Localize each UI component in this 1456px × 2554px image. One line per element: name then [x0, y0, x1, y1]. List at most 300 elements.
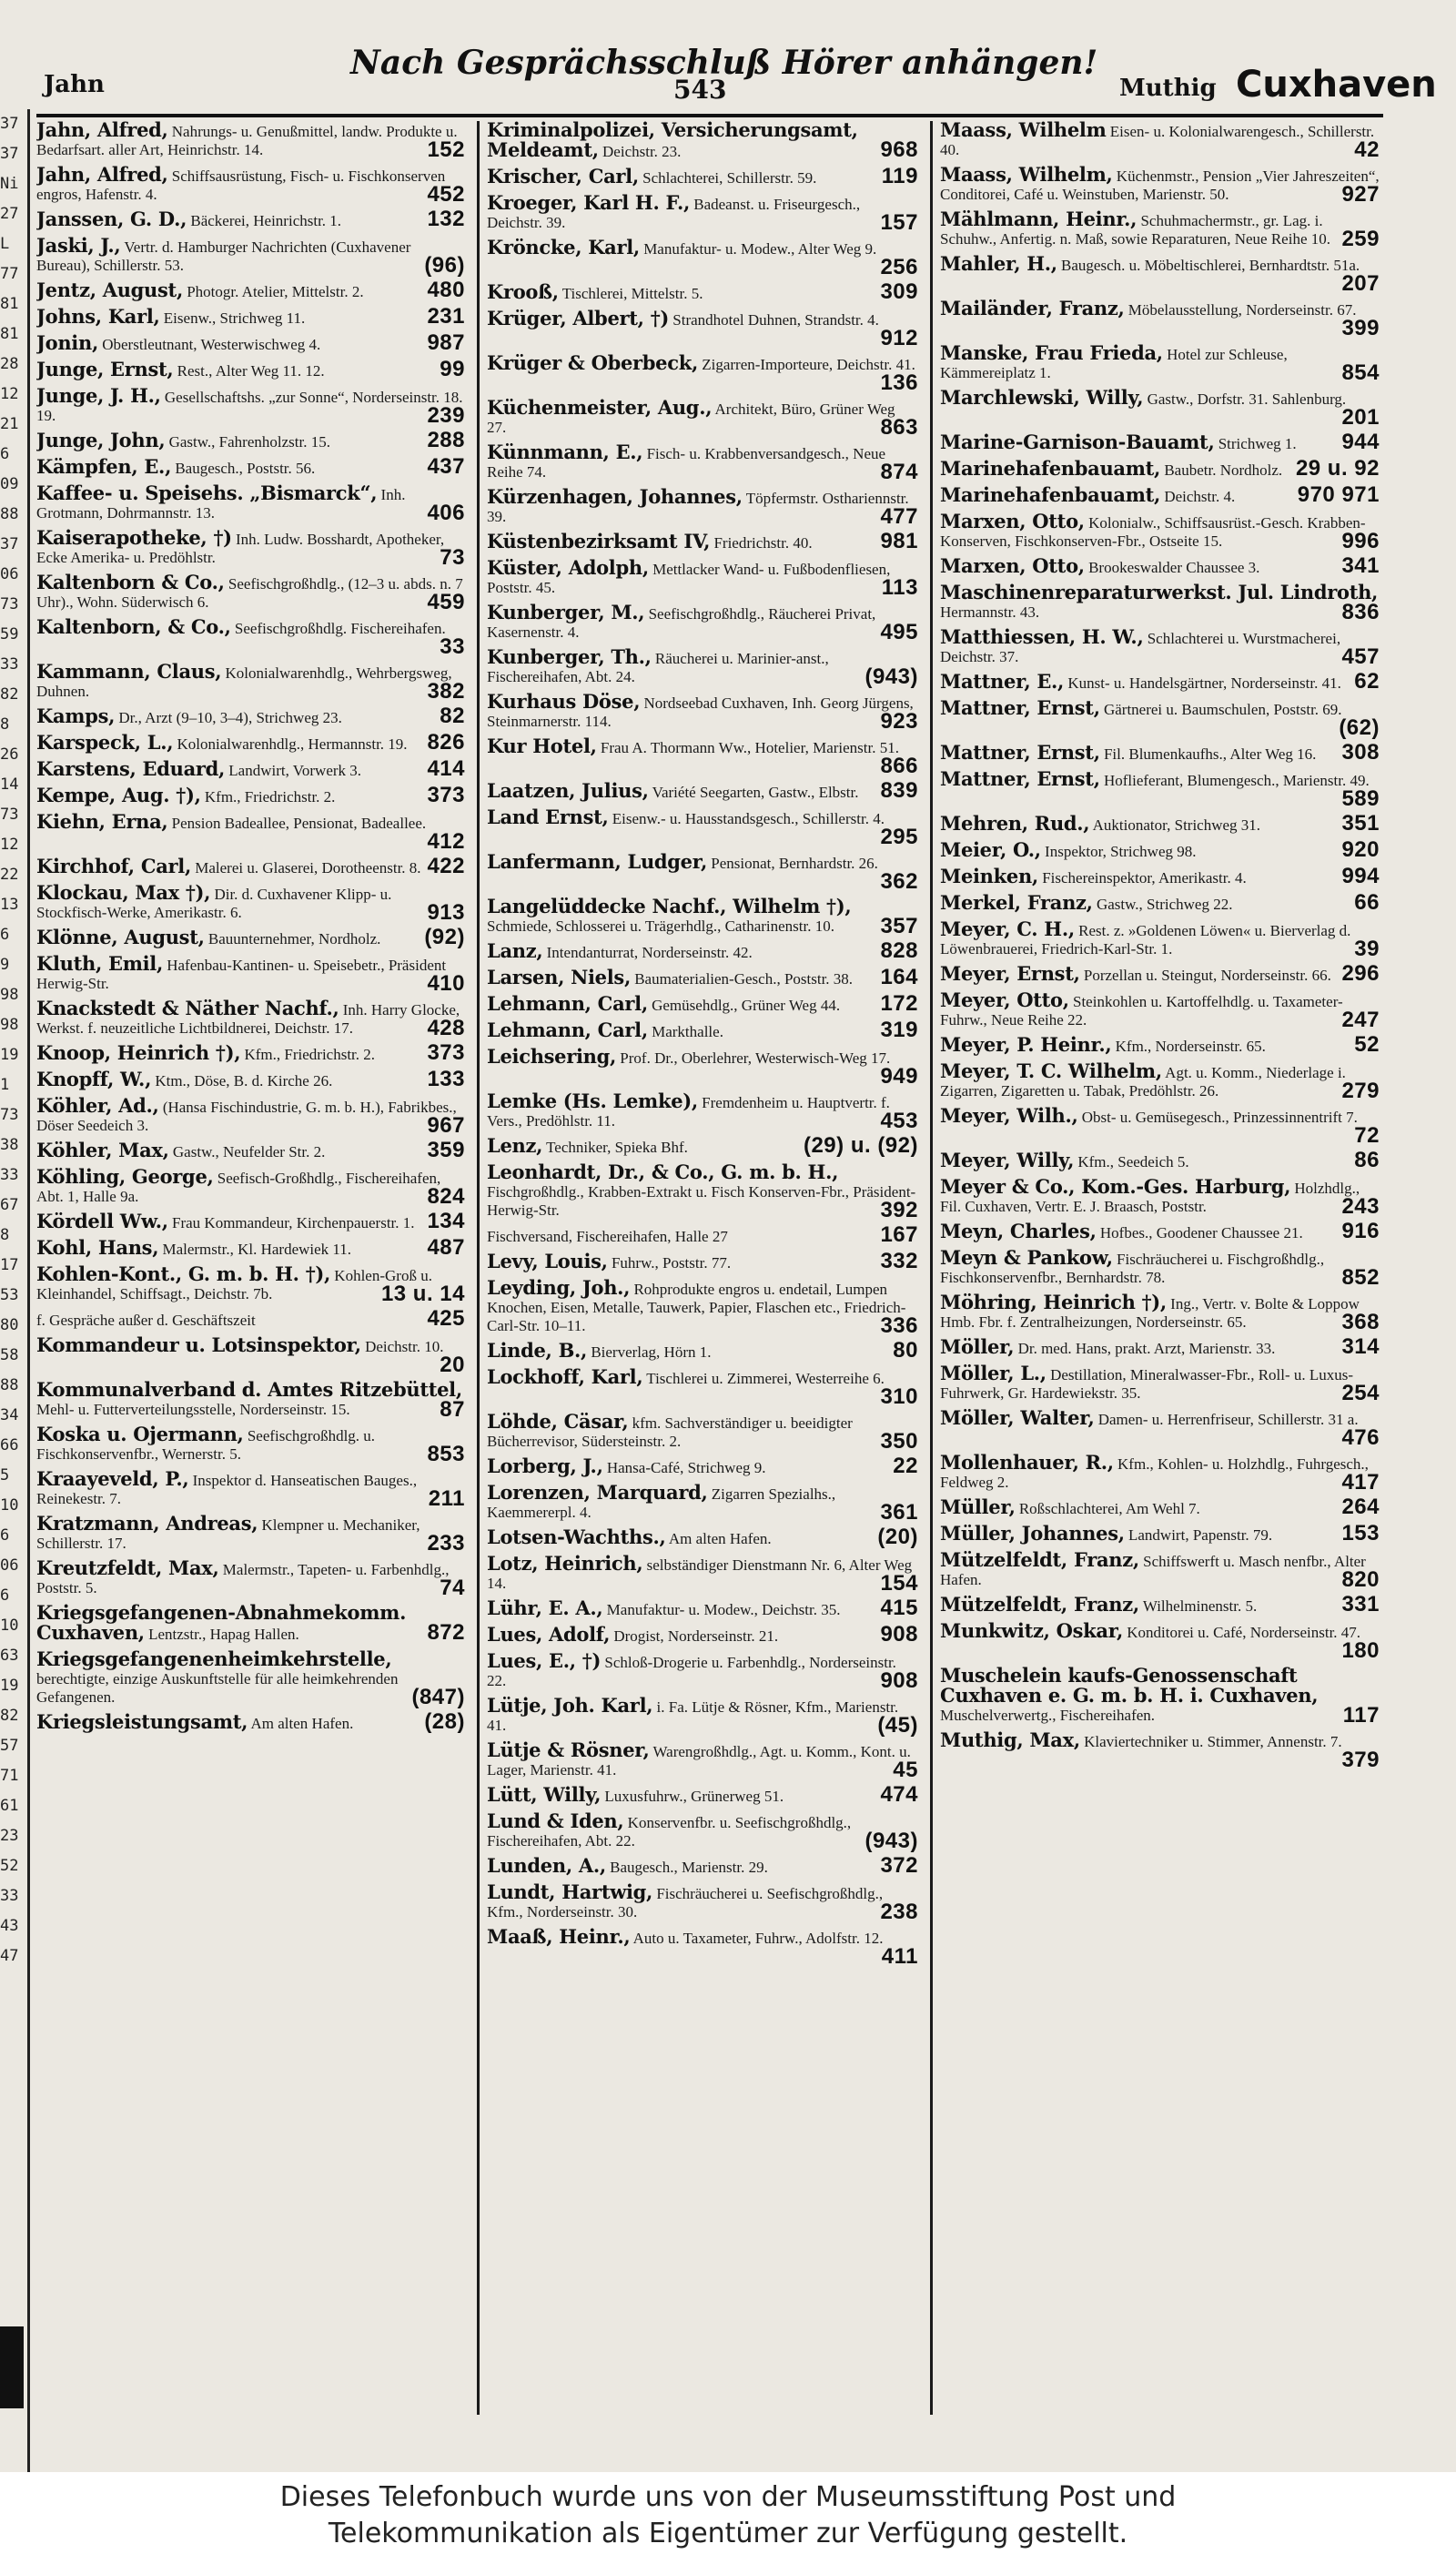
entry-description: Hafenbau-Kantinen- u. Speisebetr., Präsident Herwig-Str. [36, 957, 447, 992]
phone-number: 254 [1341, 1381, 1380, 1405]
directory-entry [487, 1525, 922, 1549]
entry-description: Deichstr. 4. [1164, 488, 1236, 505]
directory-entry [487, 164, 922, 188]
entry-description: Drogist, Norderseinstr. 21. [613, 1627, 779, 1645]
entry-description: Brookeswalder Chaussee 3. [1088, 559, 1260, 576]
entry-description: Inh. Harry Glocke, Werkst. f. neuzeitliche Lichtbildnerei, Deichstr. 17. [36, 1001, 460, 1037]
directory-entry [940, 1495, 1383, 1519]
phone-number: 62 [1354, 669, 1380, 694]
strip-fragment: 1 [0, 1076, 10, 1094]
phone-number: (943) [864, 1829, 918, 1853]
phone-number: 477 [880, 504, 918, 529]
entry-name: Maschinenreparaturwerkst. Jul. Lindroth, [940, 581, 1379, 603]
directory-entry [487, 1045, 922, 1089]
entry-name: Mattner, E., [940, 670, 1065, 693]
phone-number: 361 [880, 1500, 918, 1525]
entry-name: Kempe, Aug. †), [36, 784, 201, 806]
entry-name: Lunden, A., [487, 1854, 606, 1877]
directory-entry [36, 278, 469, 302]
entry-name: Marinehafenbauamt, [940, 457, 1161, 480]
directory-entry [487, 1018, 922, 1042]
entry-description: Baugesch., Poststr. 56. [175, 460, 316, 477]
phone-number: 279 [1341, 1079, 1380, 1103]
directory-entry [36, 1378, 469, 1422]
strip-fragment: 13 [0, 896, 19, 914]
entry-description: Eisenw.- u. Hausstandsgesch., Schillerstr. 4. [612, 810, 885, 827]
strip-fragment: 61 [0, 1797, 19, 1815]
entry-description: Steinkohlen u. Kartoffelhdlg. u. Taxameter-Fuhrw., Neue Reihe 22. [940, 993, 1343, 1029]
entry-description: Hoflieferant, Blumengesch., Marienstr. 49. [1103, 772, 1370, 789]
directory-entry [36, 730, 469, 755]
phone-number: (62) [1339, 715, 1380, 740]
entry-name: Müller, Johannes, [940, 1522, 1125, 1545]
strip-fragment: 43 [0, 1917, 19, 1935]
entry-description: Töpfermstr. Osthariennstr. 39. [487, 490, 909, 525]
directory-entry [36, 1306, 469, 1331]
entry-name: Lockhoff, Karl, [487, 1365, 643, 1388]
phone-number: 949 [880, 1064, 918, 1089]
directory-entry [487, 778, 922, 803]
entry-name: Leyding, Joh., [487, 1276, 631, 1299]
entry-name: Jahn, Alfred, [36, 163, 168, 186]
strip-fragment: 6 [0, 1586, 10, 1605]
directory-entry [940, 430, 1383, 454]
strip-fragment: 98 [0, 986, 19, 1004]
entry-name: Kördell Ww., [36, 1210, 168, 1232]
phone-number: 152 [427, 137, 465, 162]
entry-name: Levy, Louis, [487, 1250, 608, 1272]
phone-number: 153 [1341, 1521, 1380, 1546]
directory-entry [487, 1090, 922, 1133]
directory-entry [487, 991, 922, 1016]
ink-block [0, 2326, 24, 2408]
entry-description: Auto u. Taxameter, Fuhrw., Adolfstr. 12. [632, 1930, 884, 1947]
phone-number: 874 [880, 460, 918, 484]
phone-number: 410 [427, 971, 465, 996]
phone-number: 987 [427, 330, 465, 355]
directory-entry [36, 573, 469, 612]
phone-number: 259 [1341, 227, 1380, 251]
entry-description: Klempner u. Mechaniker, Schillerstr. 17. [36, 1516, 420, 1552]
entry-name: Kluth, Emil, [36, 952, 163, 975]
entry-name: Meyer, Otto, [940, 988, 1069, 1011]
phone-number: 373 [427, 783, 465, 807]
strip-fragment: 88 [0, 1376, 19, 1394]
entry-name: Meyer, Willy, [940, 1149, 1075, 1171]
directory-entry [487, 1365, 922, 1409]
strip-fragment: 63 [0, 1647, 19, 1665]
strip-fragment: 80 [0, 1316, 19, 1334]
directory-entry [36, 234, 469, 278]
entry-name: Lues, Adolf, [487, 1623, 611, 1646]
strip-fragment: Ni [0, 175, 19, 193]
entry-description: Gastw., Strichweg 22. [1096, 896, 1233, 913]
phone-number: 428 [427, 1016, 465, 1040]
phone-number: 172 [880, 991, 918, 1016]
phone-number: 295 [880, 825, 918, 849]
phone-number: 247 [1341, 1008, 1380, 1032]
entry-description: i. Fa. Lütje & Rösner, Kfm., Marienstr. 41. [487, 1698, 899, 1734]
phone-number: 968 [880, 137, 918, 162]
phone-number: 923 [880, 709, 918, 734]
entry-description: Intendanturrat, Norderseinstr. 42. [546, 944, 753, 961]
phone-number: 944 [1341, 430, 1380, 454]
phone-number: 872 [427, 1620, 465, 1645]
entry-description: Schmiede, Schlosserei u. Trägerhdlg., Catharinenstr. 10. [487, 917, 834, 935]
entry-description: kfm. Sachverständiger u. beeidigter Bücherrevisor, Südersteinstr. 2. [487, 1414, 853, 1450]
directory-entry [487, 1410, 922, 1454]
strip-fragment: 6 [0, 445, 10, 463]
entry-name: Maaß, Heinr., [487, 1925, 631, 1948]
entry-name: Kiehn, Erna, [36, 810, 168, 833]
strip-fragment: 17 [0, 1256, 19, 1274]
entry-description: Fischereinspektor, Amerikastr. 4. [1042, 869, 1247, 887]
entry-name: Kriminalpolizei, Versicherungsamt, Meldeamt, [487, 121, 858, 161]
entry-name: Karspeck, L., [36, 731, 174, 754]
header-city: Cuxhaven [1236, 64, 1437, 106]
directory-entry [487, 1694, 922, 1738]
directory-entry [940, 512, 1383, 551]
entry-name: Kaltenborn, & Co., [36, 615, 231, 638]
entry-name: Mahler, H., [940, 252, 1057, 275]
entry-description: Manufaktur- u. Modew., Deichstr. 35. [606, 1601, 841, 1618]
directory-entry [487, 1249, 922, 1273]
entry-name: Maass, Wilhelm [940, 121, 1107, 141]
entry-description: berechtigte, einzige Auskunftstelle für alle heimkehrenden Gefangenen. [36, 1670, 399, 1706]
entry-description: Schuhmachermstr., gr. Lag. i. Schuhw., Anfertig. n. Maß, sowie Reparaturen, Neue Reihe 10. [940, 212, 1330, 248]
phone-number: 296 [1341, 961, 1380, 986]
entry-description: Fuhrw., Poststr. 77. [611, 1254, 732, 1272]
entry-name: Muthig, Max, [940, 1728, 1080, 1751]
phone-number: 29 u. 92 [1295, 456, 1380, 481]
entry-description: Mehl- u. Futterverteilungsstelle, Norderseinstr. 15. [36, 1401, 350, 1418]
entry-name: Mattner, Ernst, [940, 767, 1100, 790]
directory-entry [487, 191, 922, 235]
entry-description: Kfm., Kohlen- u. Holzhdlg., Fuhrgesch., Feldweg 2. [940, 1455, 1369, 1491]
phone-number: 132 [427, 207, 465, 231]
entry-description: Kfm., Norderseinstr. 65. [1115, 1038, 1266, 1055]
phone-number: 927 [1341, 182, 1380, 207]
entry-description: Dr., Arzt (9–10, 3–4), Strichweg 23. [118, 709, 342, 726]
phone-number: 164 [880, 965, 918, 989]
phone-number: 452 [427, 182, 465, 207]
phone-number: 828 [880, 938, 918, 963]
entry-description: Auktionator, Strichweg 31. [1092, 816, 1261, 834]
entry-description: Hansa-Café, Strichweg 9. [606, 1459, 766, 1476]
entry-description: (Hansa Fischindustrie, G. m. b. H.), Fabrikbes., Döser Seedeich 3. [36, 1099, 457, 1134]
entry-description: f. Gespräche außer d. Geschäftszeit [36, 1312, 256, 1329]
entry-description: Gastw., Fahrenholzstr. 15. [168, 433, 330, 451]
directory-entry [940, 1334, 1383, 1359]
strip-fragment: 73 [0, 1106, 19, 1124]
phone-number: 457 [1341, 644, 1380, 669]
phone-number: 308 [1341, 740, 1380, 765]
directory-entry [487, 1133, 922, 1158]
phone-number: 459 [427, 590, 465, 614]
phone-number: 119 [881, 164, 918, 188]
footer-line-1: Dieses Telefonbuch wurde uns von der Museumsstiftung Post und [279, 2481, 1177, 2513]
directory-entry [36, 881, 469, 925]
directory-entry [487, 1622, 922, 1647]
phone-number: 382 [427, 679, 465, 704]
phone-number: 167 [880, 1222, 918, 1247]
directory-entry [940, 917, 1383, 961]
directory-entry [940, 696, 1383, 740]
strip-fragment: 33 [0, 1887, 19, 1905]
entry-description: Obst- u. Gemüsegesch., Prinzessinnentrift 7. [1081, 1109, 1358, 1126]
phone-number: 495 [880, 620, 918, 644]
entry-description: Frau Kommandeur, Kirchenpauerstr. 1. [172, 1214, 415, 1231]
directory-entry [940, 669, 1383, 694]
directory-entry [36, 1647, 469, 1709]
phone-number: 39 [1354, 937, 1380, 961]
entry-description: Ing., Vertr. v. Bolte & Loppow Hmb. Fbr. f. Zentralheizungen, Norderseinstr. 65. [940, 1295, 1360, 1331]
entry-name: Möller, [940, 1335, 1015, 1358]
entry-description: Eisen- u. Kolonialwarengesch., Schillerstr. 40. [940, 123, 1375, 158]
directory-entry [487, 556, 922, 600]
directory-entry [487, 1276, 922, 1338]
entry-description: Roßschlachterei, Am Wehl 7. [1018, 1500, 1200, 1517]
entry-name: Lund & Iden, [487, 1809, 624, 1832]
phone-number: 314 [1341, 1334, 1380, 1359]
directory-entry [940, 1059, 1383, 1103]
entry-description: Fischgroßhdlg., Krabben-Extrakt u. Fisch Konserven-Fbr., Präsident-Herwig-Str. [487, 1183, 916, 1219]
strip-fragment: 98 [0, 1016, 19, 1034]
entry-description: Warengroßhdlg., Agt. u. Komm., Kont. u. Lager, Marienstr. 41. [487, 1743, 911, 1779]
entry-name: Lenz, [487, 1134, 543, 1157]
directory-entry [487, 735, 922, 778]
directory-entry [940, 1148, 1383, 1172]
directory-entry [940, 890, 1383, 915]
strip-fragment: 77 [0, 265, 19, 283]
entry-name: Jahn, Alfred, [36, 121, 168, 141]
entry-description: Fischräucherei u. Seefischgroßhdlg., Kfm., Norderseinstr. 30. [487, 1885, 884, 1921]
entry-description: Nahrungs- u. Genußmittel, landw. Produkte u. Bedarfsart. aller Art, Heinrichstr. 14. [36, 123, 458, 158]
strip-fragment: 12 [0, 836, 19, 854]
entry-name: Lütje & Rösner, [487, 1738, 650, 1761]
entry-name: Muschelein kaufs-Genossenschaft Cuxhaven e. G. m. b. H. i. Cuxhaven, [940, 1664, 1319, 1707]
entry-description: Malermstr., Kl. Hardewiek 11. [162, 1241, 352, 1258]
entry-description: Räucherei u. Marinier-anst., Fischereihafen, Abt. 24. [487, 650, 829, 685]
directory-entry [940, 811, 1383, 836]
phone-number: 359 [427, 1138, 465, 1162]
phone-number: 411 [881, 1944, 918, 1969]
phone-number: 913 [427, 900, 465, 925]
entry-description: Bauunternehmer, Nordholz. [207, 930, 381, 948]
phone-number: 908 [880, 1622, 918, 1647]
entry-description: Gastw., Neufelder Str. 2. [172, 1143, 326, 1160]
entry-description: Fischversand, Fischereihafen, Halle 27 [487, 1228, 728, 1245]
phone-number: 916 [1341, 1219, 1380, 1243]
entry-description: Baubetr. Nordholz. [1164, 461, 1283, 479]
entry-description: Rest., Alter Weg 11. 12. [177, 362, 325, 380]
entry-name: Lütje, Joh. Karl, [487, 1694, 653, 1717]
directory-entry [36, 1512, 469, 1556]
directory-entry [940, 1664, 1383, 1728]
strip-fragment: 53 [0, 1286, 19, 1304]
phone-number: 231 [427, 304, 465, 329]
directory-entry [36, 1262, 469, 1306]
entry-description: Bäckerei, Heinrichstr. 1. [190, 212, 342, 229]
phone-number: 310 [880, 1384, 918, 1409]
strip-fragment: 21 [0, 415, 19, 433]
directory-entry [487, 1853, 922, 1878]
entry-name: Meyer & Co., Kom.-Ges. Harburg, [940, 1175, 1291, 1198]
entry-description: Techniker, Spieka Bhf. [546, 1139, 688, 1156]
directory-entry [940, 1406, 1383, 1450]
entry-name: Kur Hotel, [487, 735, 597, 757]
phone-number: 589 [1341, 786, 1380, 811]
strip-fragment: 37 [0, 145, 19, 163]
strip-fragment: 23 [0, 1827, 19, 1845]
phone-number: 201 [1341, 405, 1380, 430]
directory-entry [940, 163, 1383, 207]
entry-name: Johns, Karl, [36, 305, 160, 328]
header-right-word: Muthig [1119, 75, 1217, 102]
entry-description: Schlachterei u. Wurstmacherei, Deichstr. 37. [940, 630, 1341, 665]
entry-description: Strichweg 1. [1218, 435, 1297, 452]
phone-number: 399 [1341, 316, 1380, 340]
strip-fragment: 09 [0, 475, 19, 493]
entry-description: Inspektor d. Hanseatischen Bauges., Reinekestr. 7. [36, 1472, 418, 1507]
directory-entry [36, 428, 469, 452]
strip-fragment: 82 [0, 1707, 19, 1725]
archive-footer [0, 2472, 1456, 2554]
directory-entry [36, 854, 469, 878]
entry-name: Köhler, Max, [36, 1139, 169, 1161]
directory-entry [940, 1592, 1383, 1617]
entry-name: Kriegsleistungsamt, [36, 1710, 248, 1733]
entry-name: Kriegsgefangenenheimkehrstelle, [36, 1647, 392, 1670]
entry-name: Lundt, Hartwig, [487, 1880, 653, 1903]
phone-number: 920 [1341, 837, 1380, 862]
entry-description: Friedrichstr. 40. [713, 534, 813, 552]
entry-name: Mehren, Rud., [940, 812, 1090, 835]
entry-description: Pension Badeallee, Pensionat, Badeallee. [171, 815, 427, 832]
directory-entry [940, 1451, 1383, 1495]
directory-entry [940, 1619, 1383, 1663]
entry-name: Kohlen-Kont., G. m. b. H. †), [36, 1262, 331, 1285]
strip-fragment: 66 [0, 1436, 19, 1454]
entry-name: Künnmann, E., [487, 441, 643, 463]
phone-number: 72 [1354, 1123, 1380, 1148]
directory-entry [36, 1709, 469, 1734]
strip-fragment: 33 [0, 655, 19, 674]
entry-name: Marxen, Otto, [940, 554, 1085, 577]
directory-entry [487, 485, 922, 529]
entry-name: Kaffee- u. Speisehs. „Bismarck“, [36, 481, 378, 504]
entry-name: Kröncke, Karl, [487, 236, 640, 258]
entry-name: Junge, Ernst, [36, 358, 174, 380]
page-header [36, 36, 1437, 117]
strip-fragment: 6 [0, 926, 10, 944]
directory-entry [487, 690, 922, 734]
directory-entry [36, 481, 469, 525]
entry-name: Janssen, G. D., [36, 208, 187, 230]
entry-description: Malermstr., Tapeten- u. Farbenhdlg., Poststr. 5. [36, 1561, 450, 1596]
entry-name: Junge, J. H., [36, 384, 161, 407]
entry-description: Zigarren-Importeure, Deichstr. 41. [702, 356, 915, 373]
entry-description: Landwirt, Papenstr. 79. [1128, 1526, 1273, 1544]
entry-name: Kratzmann, Andreas, [36, 1512, 258, 1535]
phone-number: 967 [427, 1113, 465, 1138]
phone-number: 406 [427, 501, 465, 525]
directory-entry [36, 1333, 469, 1377]
entry-name: Kraayeveld, P., [36, 1467, 189, 1490]
entry-name: Kommunalverband d. Amtes Ritzebüttel, [36, 1378, 462, 1401]
entry-description: Baugesch. u. Möbeltischlerei, Bernhardtstr. 51a. [1061, 257, 1360, 274]
entry-name: Lemke (Hs. Lemke), [487, 1090, 698, 1112]
entry-description: Muschelverwertg., Fischereihafen. [940, 1707, 1156, 1724]
entry-description: Inspektor, Strichweg 98. [1045, 843, 1197, 860]
directory-entry [487, 1925, 922, 1969]
directory-entry [940, 1364, 1383, 1403]
directory-entry [487, 441, 922, 484]
phone-number: 854 [1341, 360, 1380, 385]
phone-number: 437 [427, 454, 465, 479]
phone-number: 264 [1341, 1495, 1380, 1519]
directory-entry [487, 965, 922, 989]
entry-description: Nordseebad Cuxhaven, Inh. Georg Jürgens, Steinmarnerstr. 114. [487, 694, 914, 730]
directory-entry [487, 897, 922, 936]
phone-number: 912 [880, 326, 918, 350]
phone-number: 422 [427, 854, 465, 878]
entry-name: Knoop, Heinrich †), [36, 1041, 241, 1064]
strip-fragment: 19 [0, 1046, 19, 1064]
directory-entry [36, 1235, 469, 1260]
phone-number: 33 [440, 634, 465, 659]
directory-entry [487, 1738, 922, 1782]
entry-description: Markthalle. [652, 1023, 723, 1040]
entry-description: Baugesch., Marienstr. 29. [610, 1859, 768, 1876]
entry-name: Kämpfen, E., [36, 455, 172, 478]
entry-description: Gesellschaftshs. „zur Sonne“, Norderseinstr. 18. 19. [36, 389, 463, 424]
strip-fragment: 57 [0, 1737, 19, 1755]
entry-name: Küster, Adolph, [487, 556, 649, 579]
directory-entry [487, 309, 922, 348]
directory-entry [487, 529, 922, 553]
entry-description: Mettlacker Wand- u. Fußbodenfliesen, Poststr. 45. [487, 561, 891, 596]
phone-number: 331 [1341, 1592, 1380, 1617]
directory-entry [487, 1782, 922, 1807]
phone-number: 309 [880, 279, 918, 304]
entry-name: Matthiessen, H. W., [940, 625, 1144, 648]
phone-number: 392 [880, 1198, 918, 1222]
phone-number: 45 [893, 1758, 918, 1782]
strip-fragment: 73 [0, 806, 19, 824]
phone-number: 239 [427, 403, 465, 428]
directory-entry [940, 456, 1383, 481]
entry-description: Dir. d. Cuxhavener Klipp- u. Stockfisch-Werke, Amerikastr. 6. [36, 886, 392, 921]
header-left-word: Jahn [44, 71, 105, 98]
entry-description: Architekt, Büro, Grüner Weg 27. [487, 400, 895, 436]
strip-fragment: 37 [0, 535, 19, 553]
directory-entry [487, 806, 922, 849]
entry-name: Krüger, Albert, †) [487, 307, 670, 329]
phone-number: 233 [427, 1531, 465, 1556]
strip-fragment: 88 [0, 505, 19, 523]
directory-entry [940, 1032, 1383, 1057]
directory-entry [940, 988, 1383, 1032]
phone-number: 86 [1354, 1148, 1380, 1172]
phone-number: 87 [440, 1397, 465, 1422]
entry-name: Karstens, Eduard, [36, 757, 226, 780]
strip-fragment: 52 [0, 1857, 19, 1875]
phone-number: (28) [424, 1709, 465, 1734]
entry-name: Marine-Garnison-Bauamt, [940, 431, 1215, 453]
column-3 [940, 121, 1383, 2415]
phone-number: 476 [1341, 1425, 1380, 1450]
